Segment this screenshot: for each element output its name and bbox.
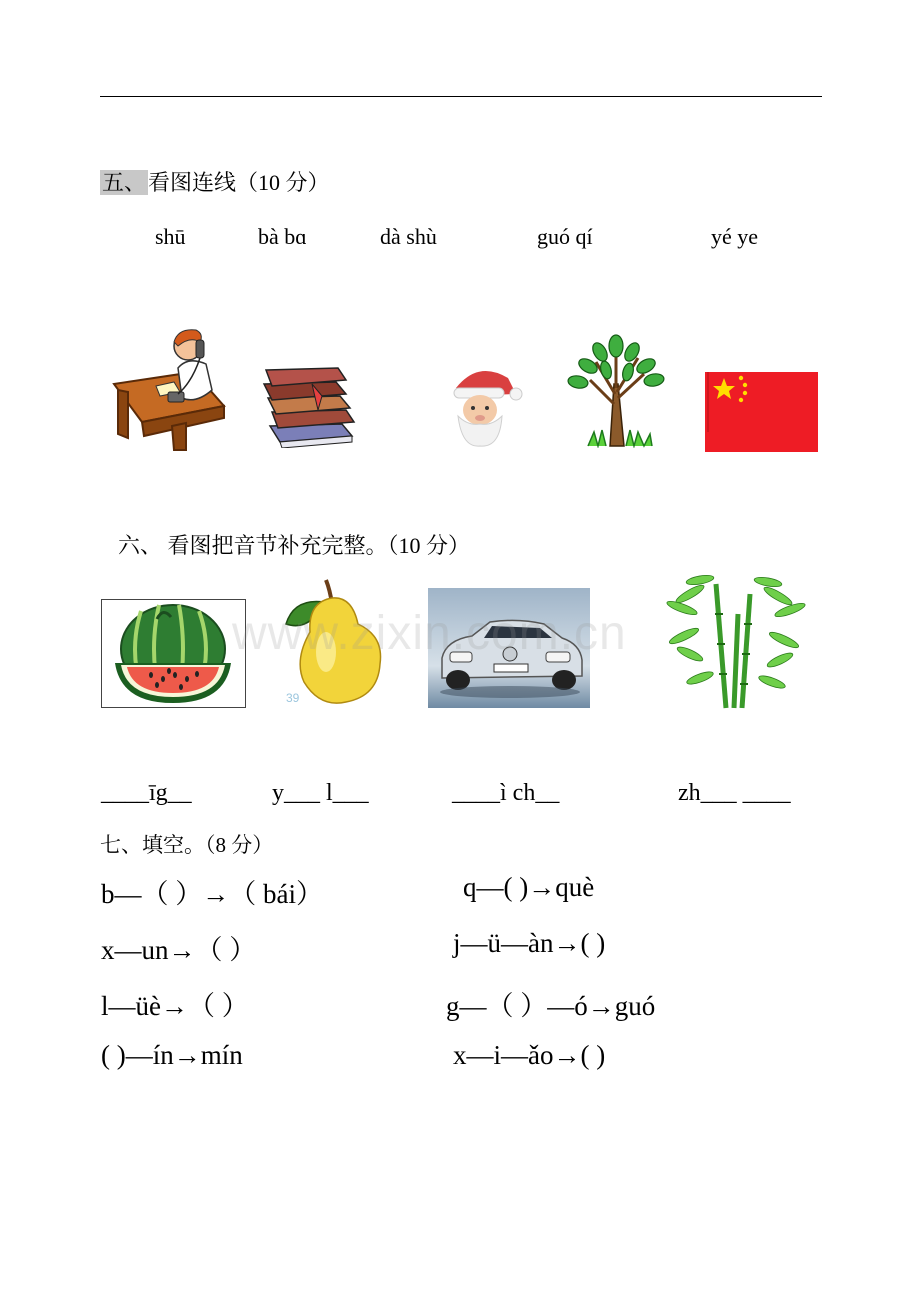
section-5-title xyxy=(100,166,330,197)
bamboo-icon xyxy=(660,574,812,710)
blank-qiche: ____ì ch__ xyxy=(452,780,560,806)
fill-item-5: l—üè→（ ） xyxy=(101,991,249,1021)
fill-item-2: q—( )→què xyxy=(463,872,595,902)
fill-item-8: x—i—ǎo→( ) xyxy=(453,1040,606,1070)
pinyin-yeye: yé ye xyxy=(711,224,759,249)
china-flag-icon xyxy=(705,372,818,452)
fill-item-7: ( )—ín→mín xyxy=(101,1040,243,1070)
pinyin-guoqi: guó qí xyxy=(537,224,593,249)
watermark: www.zixin.com.cn xyxy=(232,607,627,660)
pinyin-dashu: dà shù xyxy=(380,224,437,249)
fill-item-1: b—（ ）→（ bái） xyxy=(101,879,323,909)
section-5-number: 五、 xyxy=(102,170,147,195)
section-5-heading: 看图连线（10 分） xyxy=(148,170,330,195)
section-7-title: 七、填空。（8 分） xyxy=(100,833,274,857)
telephone-man-icon xyxy=(112,326,226,452)
blank-zhuzi: zh___ ____ xyxy=(678,780,791,806)
section-6-title: 六、 看图把音节补充完整。（10 分） xyxy=(118,533,471,558)
svg-text:39: 39 xyxy=(286,691,300,705)
blank-yali: y___ l___ xyxy=(272,780,369,806)
pinyin-baba: bà bɑ xyxy=(258,224,307,249)
books-icon xyxy=(262,366,362,448)
tree-icon xyxy=(566,334,666,448)
fill-item-3: x—un→（ ） xyxy=(101,935,257,965)
watermelon-icon xyxy=(101,599,246,708)
pinyin-shu: shū xyxy=(155,224,186,249)
santa-icon xyxy=(438,364,524,448)
blank-xigua: ____īg__ xyxy=(101,780,192,806)
fill-item-6: g—（ ）—ó→guó xyxy=(446,991,656,1021)
fill-item-4: j—ü—àn→( ) xyxy=(453,928,606,958)
header-rule xyxy=(100,96,822,97)
